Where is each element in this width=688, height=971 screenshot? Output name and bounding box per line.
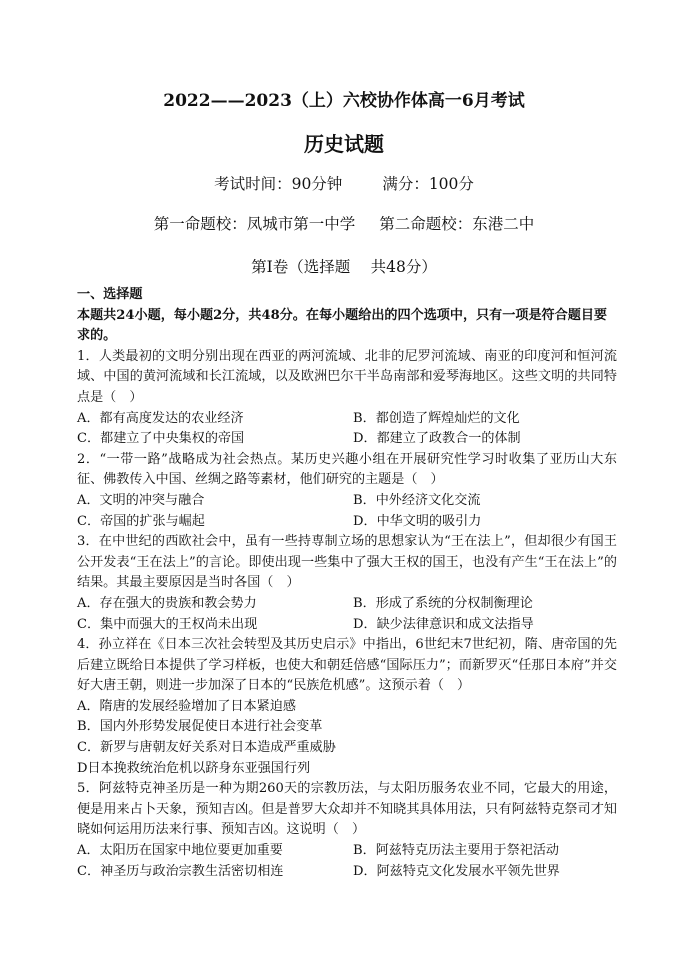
question-stem: 1．人类最初的文明分别出现在西亚的两河流域、北非的尼罗河流域、南亚的印度河和恒河流域、中国的黄河流域和长江流域，以及欧洲巴尔干半岛南部和爱琴海地区。这些文明的共同特点是（ ） xyxy=(77,348,617,405)
school-line xyxy=(0,212,688,234)
option: B．国内外形势发展促使日本进行社会变革 xyxy=(77,719,323,735)
section-heading: 一、选择题 xyxy=(77,287,143,302)
question-stem: 5．阿兹特克神圣历是一种为期260天的宗教历法，与太阳历服务农业不同，它最大的用途，便是用来占卜天象，预知吉凶。但是普罗大众却并不知晓其具体用法，只有阿兹特克祭司才知晓如何运用历法来行事、预知吉凶。这说明（ ） xyxy=(77,781,617,838)
option: A．存在强大的贵族和教会势力 xyxy=(77,595,257,611)
option: D．都建立了政教合一的体制 xyxy=(353,431,521,447)
option: B．形成了系统的分权制衡理论 xyxy=(353,595,533,611)
option: C．新罗与唐朝友好关系对日本造成严重威胁 xyxy=(77,740,336,756)
option: A．都有高度发达的农业经济 xyxy=(77,410,244,426)
exam-meta xyxy=(0,172,688,194)
option: D．中华文明的吸引力 xyxy=(353,513,482,529)
option-row xyxy=(77,409,617,430)
question-stem: 4．孙立祥在《日本三次社会转型及其历史启示》中指出，6世纪末7世纪初，隋、唐帝国的先后建立既给日本提供了学习样板，也使大和朝廷倍感“国际压力”；而新罗灭“任那日本府”并交好大唐王朝，则进一步加深了日本的“民族危机感”。这预示着（ ） xyxy=(77,637,617,694)
full-score: 满分：100分 xyxy=(382,175,474,193)
option-row xyxy=(77,862,617,883)
option: C．神圣历与政治宗教生活密切相连 xyxy=(77,863,284,879)
first-school: 第一命题校：凤城市第一中学 xyxy=(153,215,356,233)
section-instruction: 本题共24小题，每小题2分，共48分。在每小题给出的四个选项中，只有一项是符合题目要求的。 xyxy=(77,307,608,344)
question-body xyxy=(77,285,617,882)
exam-title: 2022——2023（上）六校协作体高一6月考试 xyxy=(163,91,525,111)
option-row xyxy=(77,615,617,636)
option: D日本挽救统治危机以跻身东亚强国行列 xyxy=(77,760,311,776)
subject-title: 历史试题 xyxy=(304,132,384,156)
exam-time: 考试时间：90分钟 xyxy=(214,175,343,193)
option: D．阿兹特克文化发展水平领先世界 xyxy=(353,863,560,879)
option: B．阿兹特克历法主要用于祭祀活动 xyxy=(353,843,560,859)
option: A．太阳历在国家中地位要更加重要 xyxy=(77,843,283,859)
option-row xyxy=(77,491,617,512)
option: B．中外经济文化交流 xyxy=(353,492,481,508)
option: A．隋唐的发展经验增加了日本紧迫感 xyxy=(77,698,296,714)
option-row xyxy=(77,512,617,533)
option: A．文明的冲突与融合 xyxy=(77,492,205,508)
option-row xyxy=(77,429,617,450)
option: B．都创造了辉煌灿烂的文化 xyxy=(353,410,520,426)
option: D．缺少法律意识和成文法指导 xyxy=(353,616,534,632)
option: C．集中而强大的王权尚未出现 xyxy=(77,616,258,632)
option: C．帝国的扩张与崛起 xyxy=(77,513,205,529)
option-row xyxy=(77,594,617,615)
part-heading: 第Ⅰ卷（选择题 共48分） xyxy=(251,258,437,276)
question-stem: 2．“一带一路”战略成为社会热点。某历史兴趣小组在开展研究性学习时收集了亚历山大东征、佛教传入中国、丝绸之路等素材，他们研究的主题是（ ） xyxy=(77,451,617,488)
option-row xyxy=(77,841,617,862)
question-stem: 3．在中世纪的西欧社会中，虽有一些持専制立场的思想家认为“王在法上”，但却很少有国王公开发表“王在法上”的言论。即使出现一些集中了强大王权的国王，也没有产生“王在法上”的结果。其最主要原因是当时各国（ ） xyxy=(77,534,617,591)
second-school: 第二命题校：东港二中 xyxy=(379,215,535,233)
option: C．都建立了中央集权的帝国 xyxy=(77,431,245,447)
